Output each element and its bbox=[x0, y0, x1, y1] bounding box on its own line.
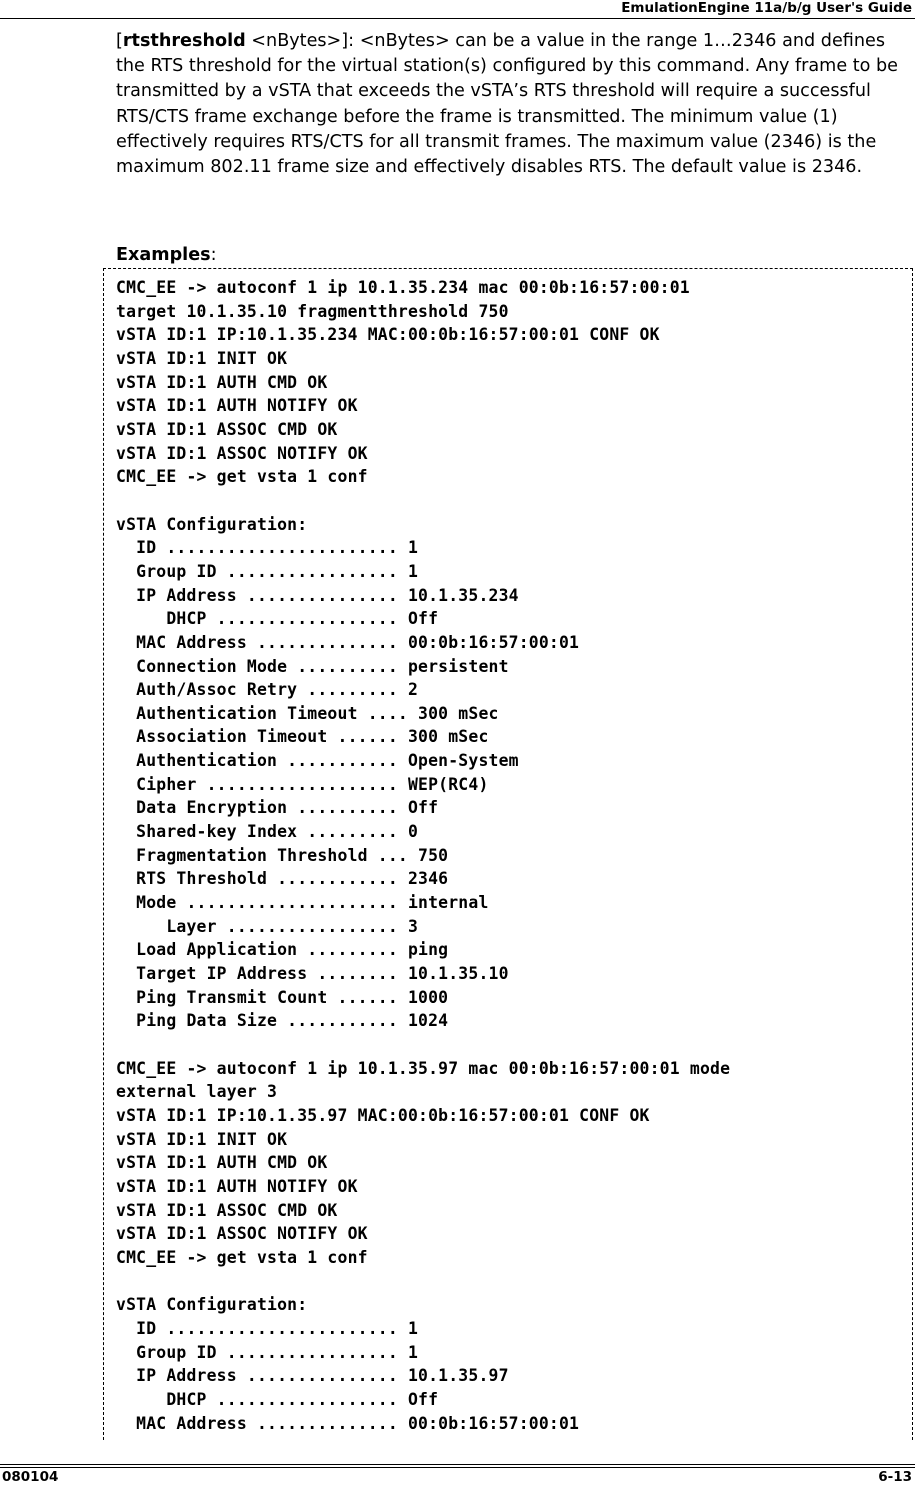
code-line: IP Address ............... 10.1.35.97 bbox=[116, 1366, 509, 1386]
code-line: vSTA ID:1 AUTH NOTIFY OK bbox=[116, 396, 358, 416]
code-line: vSTA ID:1 ASSOC NOTIFY OK bbox=[116, 443, 368, 463]
code-line: vSTA ID:1 AUTH NOTIFY OK bbox=[116, 1176, 358, 1196]
footer-doc-code: 080104 bbox=[2, 1469, 59, 1485]
code-line: vSTA ID:1 IP:10.1.35.234 MAC:00:0b:16:57:00:01 CONF OK bbox=[116, 325, 660, 345]
running-header-title: EmulationEngine 11a/b/g User's Guide bbox=[621, 0, 912, 16]
code-line: Authentication Timeout .... 300 mSec bbox=[116, 703, 499, 723]
code-line: ID ....................... 1 bbox=[116, 1318, 419, 1338]
code-line: CMC_EE -> autoconf 1 ip 10.1.35.234 mac 00:0b:16:57:00:01 bbox=[116, 278, 690, 297]
code-line: DHCP .................. Off bbox=[116, 1389, 439, 1409]
code-line: target 10.1.35.10 fragmentthreshold 750 bbox=[116, 301, 509, 321]
footer-rule-double bbox=[0, 1467, 915, 1468]
code-line: external layer 3 bbox=[116, 1082, 278, 1102]
code-line: DHCP .................. Off bbox=[116, 609, 439, 629]
code-line: RTS Threshold ............ 2346 bbox=[116, 869, 449, 889]
code-line: CMC_EE -> autoconf 1 ip 10.1.35.97 mac 00:0b:16:57:00:01 mode bbox=[116, 1058, 731, 1078]
code-line: vSTA ID:1 ASSOC NOTIFY OK bbox=[116, 1224, 368, 1244]
code-line: vSTA ID:1 ASSOC CMD OK bbox=[116, 1200, 338, 1220]
code-line: Layer ................. 3 bbox=[116, 916, 419, 936]
footer-rule bbox=[0, 1464, 915, 1465]
code-line: vSTA ID:1 INIT OK bbox=[116, 1129, 288, 1149]
code-line: Mode ..................... internal bbox=[116, 893, 489, 913]
open-bracket: [ bbox=[116, 31, 123, 51]
examples-label: Examples bbox=[116, 245, 211, 265]
code-line: CMC_EE -> get vsta 1 conf bbox=[116, 467, 368, 487]
code-line: IP Address ............... 10.1.35.234 bbox=[116, 585, 519, 605]
code-line: vSTA ID:1 AUTH CMD OK bbox=[116, 1153, 328, 1173]
code-line: Target IP Address ........ 10.1.35.10 bbox=[116, 964, 509, 984]
code-line: Data Encryption .......... Off bbox=[116, 798, 439, 818]
code-line: Fragmentation Threshold ... 750 bbox=[116, 845, 449, 865]
examples-colon: : bbox=[210, 245, 217, 265]
code-line: Authentication ........... Open-System bbox=[116, 751, 519, 771]
header-rule bbox=[0, 18, 915, 19]
command-arg: <nBytes>]: bbox=[245, 31, 360, 51]
code-line: vSTA ID:1 ASSOC CMD OK bbox=[116, 419, 338, 439]
code-line: Association Timeout ...... 300 mSec bbox=[116, 727, 489, 747]
code-line: Shared-key Index ......... 0 bbox=[116, 822, 419, 842]
code-line: vSTA ID:1 INIT OK bbox=[116, 348, 288, 368]
code-line: vSTA Configuration: bbox=[116, 1295, 308, 1315]
code-line: Group ID ................. 1 bbox=[116, 561, 419, 581]
examples-heading bbox=[116, 243, 217, 268]
command-name: rtsthreshold bbox=[122, 31, 246, 51]
code-line: MAC Address .............. 00:0b:16:57:00:01 bbox=[116, 1413, 580, 1433]
code-line: Connection Mode .......... persistent bbox=[116, 656, 509, 676]
code-line: ID ....................... 1 bbox=[116, 538, 419, 558]
code-line: CMC_EE -> get vsta 1 conf bbox=[116, 1247, 368, 1267]
page-number: 6-13 bbox=[878, 1469, 912, 1485]
code-line: MAC Address .............. 00:0b:16:57:00:01 bbox=[116, 632, 580, 652]
code-line: vSTA Configuration: bbox=[116, 514, 308, 534]
code-line: vSTA ID:1 IP:10.1.35.97 MAC:00:0b:16:57:00:01 CONF OK bbox=[116, 1105, 650, 1125]
code-line: Auth/Assoc Retry ......... 2 bbox=[116, 680, 419, 700]
code-line: Group ID ................. 1 bbox=[116, 1342, 419, 1362]
code-line: Ping Data Size ........... 1024 bbox=[116, 1011, 449, 1031]
code-line: vSTA ID:1 AUTH CMD OK bbox=[116, 372, 328, 392]
description-text: <nBytes> can be a value in the range 1…2346 and defines the RTS threshold for the virtual station(s) configured by this command. Any frame to be transmitted by a vSTA that exceeds the vSTA’s RTS threshold will require a successful RTS/CTS frame exchange before the frame is transmitted. The minimum value (1) effectively requires RTS/CTS for all transmit frames. The maximum value (2346) is the maximum 802.11 frame size and effectively disables RTS. The default value is 2346. bbox=[116, 31, 898, 178]
code-example bbox=[116, 276, 730, 1435]
code-line: Cipher ................... WEP(RC4) bbox=[116, 774, 489, 794]
code-line: Load Application ......... ping bbox=[116, 940, 449, 960]
rtsthreshold-description bbox=[116, 29, 906, 180]
code-line: Ping Transmit Count ...... 1000 bbox=[116, 987, 449, 1007]
